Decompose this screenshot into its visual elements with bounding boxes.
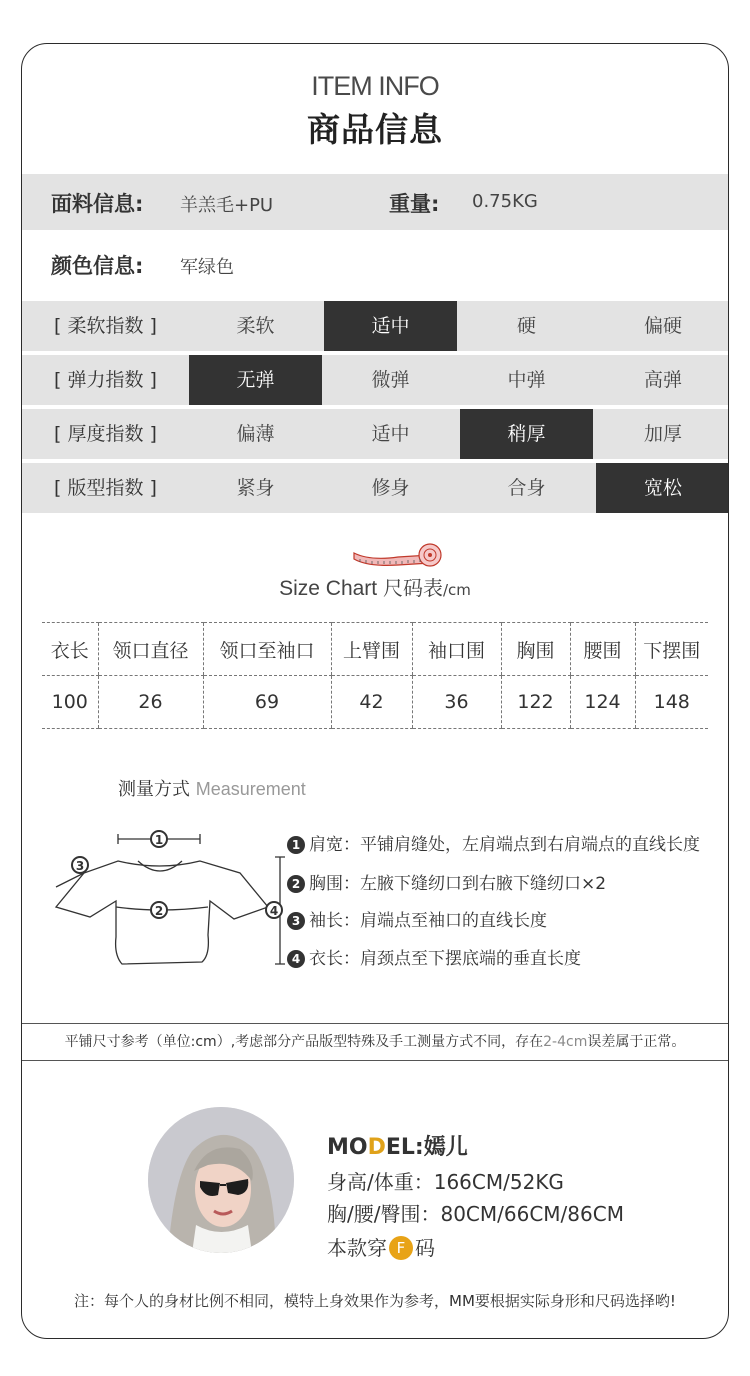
garment-diagram — [50, 827, 290, 972]
model-avatar — [148, 1107, 294, 1253]
size-chart-title — [22, 572, 728, 601]
diagram-marker-2 — [151, 902, 167, 918]
size-header-cell: 领口直径 — [98, 623, 203, 676]
note-text-highlight: 2-4cm — [543, 1034, 588, 1050]
size-header-cell: 上臂围 — [331, 623, 412, 676]
index-option-selected: 稍厚 — [460, 409, 593, 459]
weight-label: 重量: — [389, 192, 440, 216]
index-option: 适中 — [371, 423, 410, 445]
index-option-selected: 宽松 — [596, 463, 729, 513]
size-value-cell: 148 — [635, 676, 708, 729]
fabric-value: 羊羔毛+PU — [180, 195, 274, 216]
measurement-number: 4 — [287, 950, 305, 968]
size-header-cell: 下摆围 — [635, 623, 708, 676]
index-row-elasticity — [22, 355, 728, 405]
fabric-label: 面料信息: — [51, 192, 144, 216]
color-value: 军绿色 — [180, 257, 234, 278]
size-value-cell: 124 — [570, 676, 635, 729]
diagram-marker-1 — [151, 831, 167, 847]
svg-text:4: 4 — [269, 904, 279, 918]
model-name-value: 嫣儿 — [423, 1135, 468, 1160]
model-size-pre: 本款穿 — [327, 1236, 387, 1260]
size-value-cell: 69 — [203, 676, 331, 729]
item-info-card — [21, 43, 729, 1339]
measurement-title-en: Measurement — [195, 779, 306, 799]
color-label: 颜色信息: — [51, 254, 144, 278]
size-header-cell: 胸围 — [501, 623, 570, 676]
index-option: 柔软 — [236, 315, 275, 337]
size-header-cell: 袖口围 — [412, 623, 501, 676]
diagram-marker-3 — [72, 857, 88, 873]
index-option: 高弹 — [643, 369, 682, 391]
measurement-item — [287, 906, 547, 931]
measurement-item — [287, 869, 606, 894]
index-row-softness — [22, 301, 728, 351]
measurement-note — [22, 1023, 728, 1061]
note-text-post: 误差属于正常。 — [587, 1034, 686, 1050]
header-title-cn: 商品信息 — [307, 110, 443, 149]
index-title: [ 弹力指数 ] — [54, 369, 157, 391]
header-title-en: ITEM INFO — [311, 71, 439, 101]
footer-note: 注：每个人的身材比例不相同，模特上身效果作为参考，MM要根据实际身形和尺码选择哟! — [74, 1292, 676, 1310]
size-chart-title-en: Size Chart — [279, 577, 383, 600]
index-title: [ 柔软指数 ] — [54, 315, 157, 337]
size-chart-title-cn: 尺码表 — [382, 576, 443, 600]
index-title: [ 厚度指数 ] — [54, 423, 157, 445]
size-table-value-row — [42, 676, 708, 729]
size-value-cell: 100 — [42, 676, 98, 729]
index-title: [ 版型指数 ] — [54, 477, 157, 499]
weight-value: 0.75KG — [472, 191, 538, 212]
measurement-number: 1 — [287, 836, 305, 854]
index-option: 微弹 — [371, 369, 410, 391]
model-size — [327, 1232, 435, 1261]
index-option: 合身 — [507, 477, 546, 499]
index-row-thickness — [22, 409, 728, 459]
model-measurements: 胸/腰/臀围：80CM/66CM/86CM — [327, 1202, 624, 1226]
index-option: 偏薄 — [236, 423, 275, 445]
model-name — [327, 1130, 468, 1161]
svg-text:2: 2 — [154, 904, 164, 918]
measurement-item — [287, 944, 581, 969]
index-option: 加厚 — [643, 423, 682, 445]
size-header-cell: 领口至袖口 — [203, 623, 331, 676]
color-row — [22, 236, 728, 292]
measurement-text: 衣长：肩颈点至下摆底端的垂直长度 — [309, 949, 581, 969]
size-value-cell: 36 — [412, 676, 501, 729]
size-table — [42, 622, 708, 729]
model-size-post: 码 — [415, 1236, 435, 1260]
index-option: 修身 — [371, 477, 410, 499]
index-option: 硬 — [516, 315, 536, 337]
size-header-cell: 衣长 — [42, 623, 98, 676]
index-option-selected: 适中 — [324, 301, 457, 351]
tape-measure-icon — [350, 539, 446, 569]
model-label-b: D — [367, 1135, 386, 1160]
model-label-a: MO — [327, 1135, 368, 1160]
measurement-text: 袖长：肩端点至袖口的直线长度 — [309, 911, 547, 931]
measurement-title — [118, 775, 306, 801]
size-chart-unit: /cm — [442, 581, 471, 599]
model-height-weight: 身高/体重：166CM/52KG — [327, 1170, 564, 1194]
diagram-marker-4 — [266, 902, 282, 918]
measurement-text: 肩宽：平铺肩缝处，左肩端点到右肩端点的直线长度 — [309, 835, 700, 855]
index-option-selected: 无弹 — [189, 355, 322, 405]
index-row-fit — [22, 463, 728, 513]
measurement-title-cn: 测量方式 — [118, 779, 196, 800]
measurement-text: 胸围：左腋下缝纫口到右腋下缝纫口×2 — [309, 874, 607, 894]
measurement-number: 3 — [287, 912, 305, 930]
index-option: 紧身 — [236, 477, 275, 499]
size-value-cell: 26 — [98, 676, 203, 729]
size-value-cell: 42 — [331, 676, 412, 729]
size-badge: F — [389, 1236, 413, 1260]
size-value-cell: 122 — [501, 676, 570, 729]
svg-text:1: 1 — [154, 833, 164, 847]
measurement-item — [287, 830, 700, 855]
fabric-row — [22, 174, 728, 230]
size-table-header-row — [42, 623, 708, 676]
index-option: 偏硬 — [643, 315, 682, 337]
svg-text:3: 3 — [75, 859, 85, 873]
model-label-c: EL: — [385, 1135, 424, 1160]
size-header-cell: 腰围 — [570, 623, 635, 676]
index-option: 中弹 — [507, 369, 546, 391]
measurement-number: 2 — [287, 875, 305, 893]
note-text-pre: 平铺尺寸参考（单位:cm）,考虑部分产品版型特殊及手工测量方式不同，存在 — [64, 1034, 544, 1050]
